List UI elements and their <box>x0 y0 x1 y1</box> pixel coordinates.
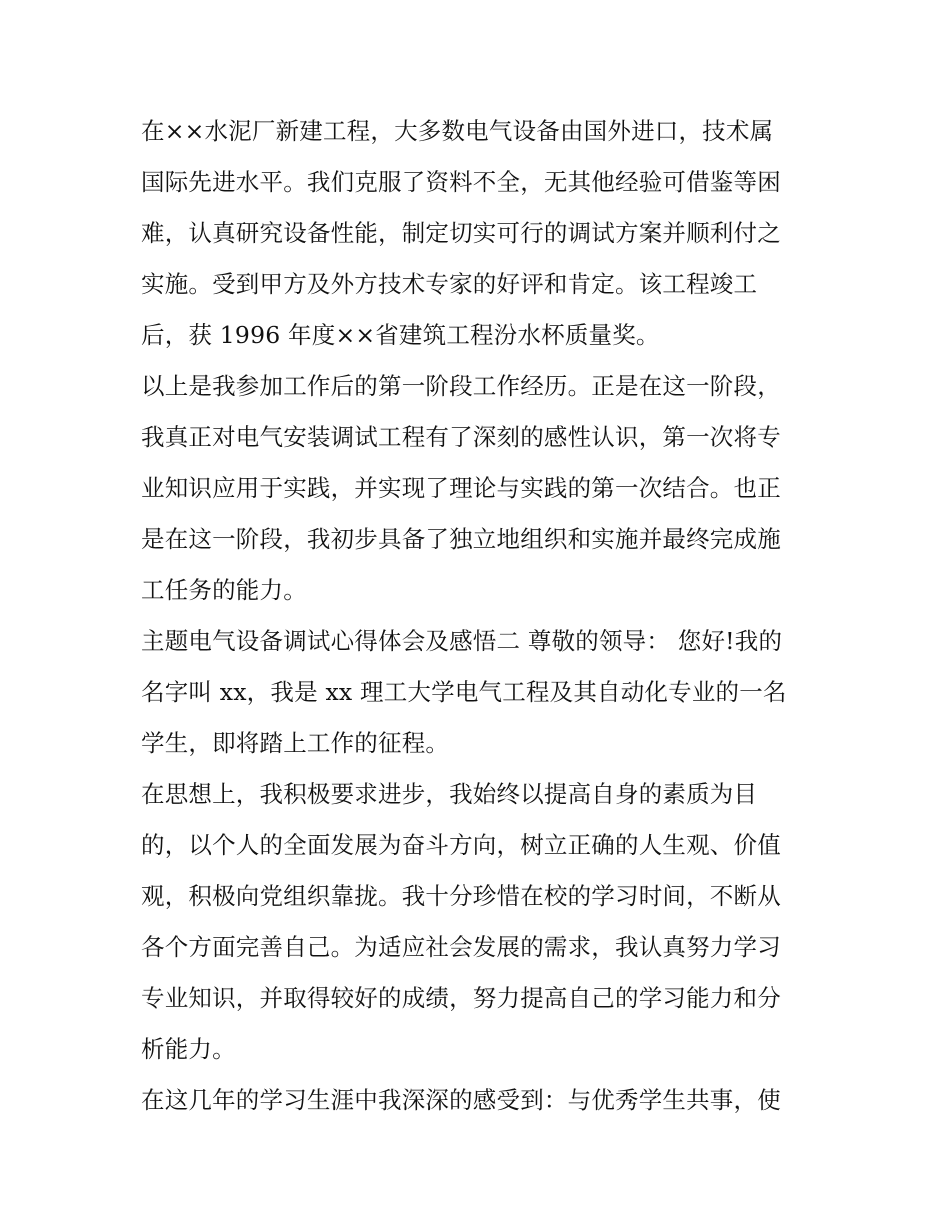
text-line: 工任务的能力。 <box>141 576 307 604</box>
text-line: 我真正对电气安装调试工程有了深刻的感性认识，第一次将专 <box>141 423 781 451</box>
text-line: 业知识应用于实践，并实现了理论与实践的第一次结合。也正 <box>141 474 781 502</box>
text-line: 各个方面完善自己。为适应社会发展的需求，我认真努力学习 <box>141 933 781 961</box>
document-body <box>141 106 813 1126</box>
text-line: 国际先进水平。我们克服了资料不全，无其他经验可借鉴等困 <box>141 168 781 196</box>
text-line: 在这几年的学习生涯中我深深的感受到：与优秀学生共事，使 <box>141 1086 781 1114</box>
text-line: 难，认真研究设备性能，制定切实可行的调试方案并顺利付之 <box>141 219 781 247</box>
text-line: 后，获 1996 年度××省建筑工程汾水杯质量奖。 <box>141 321 660 349</box>
text-line: 析能力。 <box>141 1035 236 1063</box>
text-line: 在思想上，我积极要求进步，我始终以提高自身的素质为目 <box>141 780 758 808</box>
paragraph-topic-two-greeting <box>141 616 813 769</box>
text-line: 主题电气设备调试心得体会及感悟二 尊敬的领导： 您好!我的 <box>141 627 783 655</box>
text-line: 学生，即将踏上工作的征程。 <box>141 729 450 757</box>
paragraph-first-stage-summary <box>141 361 813 616</box>
paragraph-study-career <box>141 1075 813 1126</box>
text-line: 的，以个人的全面发展为奋斗方向，树立正确的人生观、价值 <box>141 831 781 859</box>
text-line: 专业知识，并取得较好的成绩，努力提高自己的学习能力和分 <box>141 984 781 1012</box>
text-line: 观，积极向党组织靠拢。我十分珍惜在校的学习时间，不断从 <box>141 882 781 910</box>
text-line: 以上是我参加工作后的第一阶段工作经历。正是在这一阶段， <box>141 372 781 400</box>
paragraph-cement-plant-project <box>141 106 813 361</box>
text-line: 在××水泥厂新建工程，大多数电气设备由国外进口，技术属 <box>141 117 774 145</box>
text-line: 名字叫 xx，我是 xx 理工大学电气工程及其自动化专业的一名 <box>141 678 787 706</box>
text-line: 实施。受到甲方及外方技术专家的好评和肯定。该工程竣工 <box>141 270 758 298</box>
paragraph-ideology <box>141 769 813 1075</box>
text-line: 是在这一阶段，我初步具备了独立地组织和实施并最终完成施 <box>141 525 781 553</box>
